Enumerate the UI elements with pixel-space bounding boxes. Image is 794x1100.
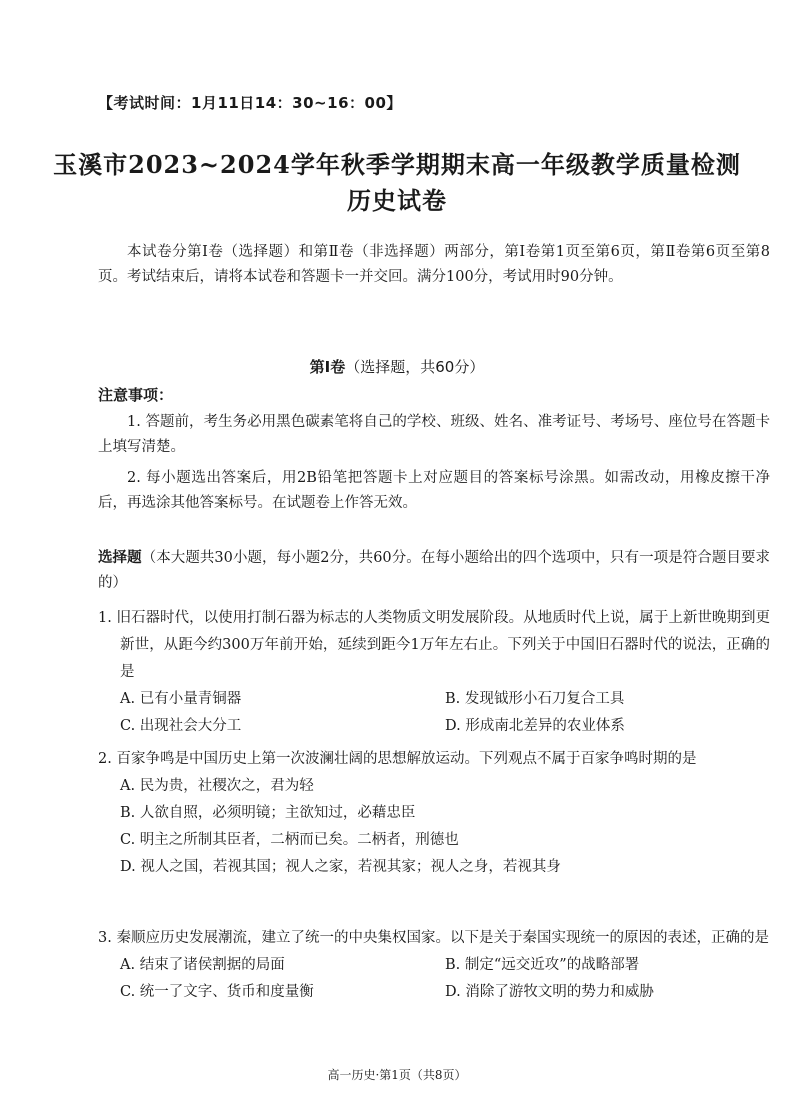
option-d: D. 形成南北差异的农业体系: [445, 718, 625, 734]
notice-heading: 注意事项：: [98, 386, 174, 404]
option-b: B. 发现钺形小石刀复合工具: [445, 691, 625, 707]
option-c: C. 出现社会大分工: [120, 718, 242, 734]
section-desc: （选择题，共60分）: [345, 358, 485, 376]
option-a: A. 已有小量青铜器: [120, 691, 242, 707]
option-b: B. 制定“远交近攻”的战略部署: [445, 957, 640, 973]
question-stem: 2. 百家争鸣是中国历史上第一次波澜壮阔的思想解放运动。下列观点不属于百家争鸣时期的是: [98, 751, 697, 767]
question-2: [98, 746, 770, 881]
option-c: C. 明主之所制其臣者，二柄而已矣。二柄者，刑德也: [120, 832, 459, 848]
question-stem: 1. 旧石器时代，以使用打制石器为标志的人类物质文明发展阶段。从地质时代上说，属于上新世晚期到更新世，从距今约300万年前开始，延续到距今1万年左右止。下列关于中国旧石器时代的说法，正确的是: [98, 610, 770, 680]
section-name: 第Ⅰ卷: [309, 358, 346, 376]
page-footer: 高一历史·第1页（共8页）: [327, 1068, 467, 1082]
choice-section-intro: [98, 546, 770, 596]
option-d: D. 视人之国，若视其国；视人之家，若视其家；视人之身，若视其身: [120, 859, 561, 875]
exam-time: 【考试时间：1月11日14：30~16：00】: [98, 94, 402, 112]
option-a: A. 结束了诸侯割据的局面: [120, 957, 285, 973]
exam-title: 玉溪市2023~2024学年秋季学期期末高一年级教学质量检测: [53, 150, 741, 179]
option-a: A. 民为贵，社稷次之，君为轻: [120, 778, 314, 794]
notice-item: 1. 答题前，考生务必用黑色碳素笔将自己的学校、班级、姓名、准考证号、考场号、座位号在答题卡上填写清楚。: [98, 414, 770, 455]
option-b: B. 人欲自照，必须明镜；主欲知过，必藉忠臣: [120, 805, 416, 821]
question-stem: 3. 秦顺应历史发展潮流，建立了统一的中央集权国家。以下是关于秦国实现统一的原因的表述，正确的是: [98, 930, 769, 946]
choice-desc: （本大题共30小题，每小题2分，共60分。在每小题给出的四个选项中，只有一项是符合题目要求的）: [98, 550, 771, 591]
notice-item: 2. 每小题选出答案后，用2B铅笔把答题卡上对应题目的答案标号涂黑。如需改动，用橡皮擦干净后，再选涂其他答案标号。在试题卷上作答无效。: [98, 470, 770, 511]
choice-label: 选择题: [98, 550, 142, 566]
question-3: [98, 925, 770, 1006]
option-c: C. 统一了文字、货币和度量衡: [120, 984, 314, 1000]
exam-subject-title: 历史试卷: [347, 186, 447, 215]
exam-intro: 本试卷分第Ⅰ卷（选择题）和第Ⅱ卷（非选择题）两部分，第Ⅰ卷第1页至第6页，第Ⅱ卷第6页至第8页。考试结束后，请将本试卷和答题卡一并交回。满分100分，考试用时90分钟。: [98, 244, 770, 285]
option-d: D. 消除了游牧文明的势力和威胁: [445, 984, 654, 1000]
section-title: [0, 356, 794, 377]
question-1: [98, 605, 770, 740]
